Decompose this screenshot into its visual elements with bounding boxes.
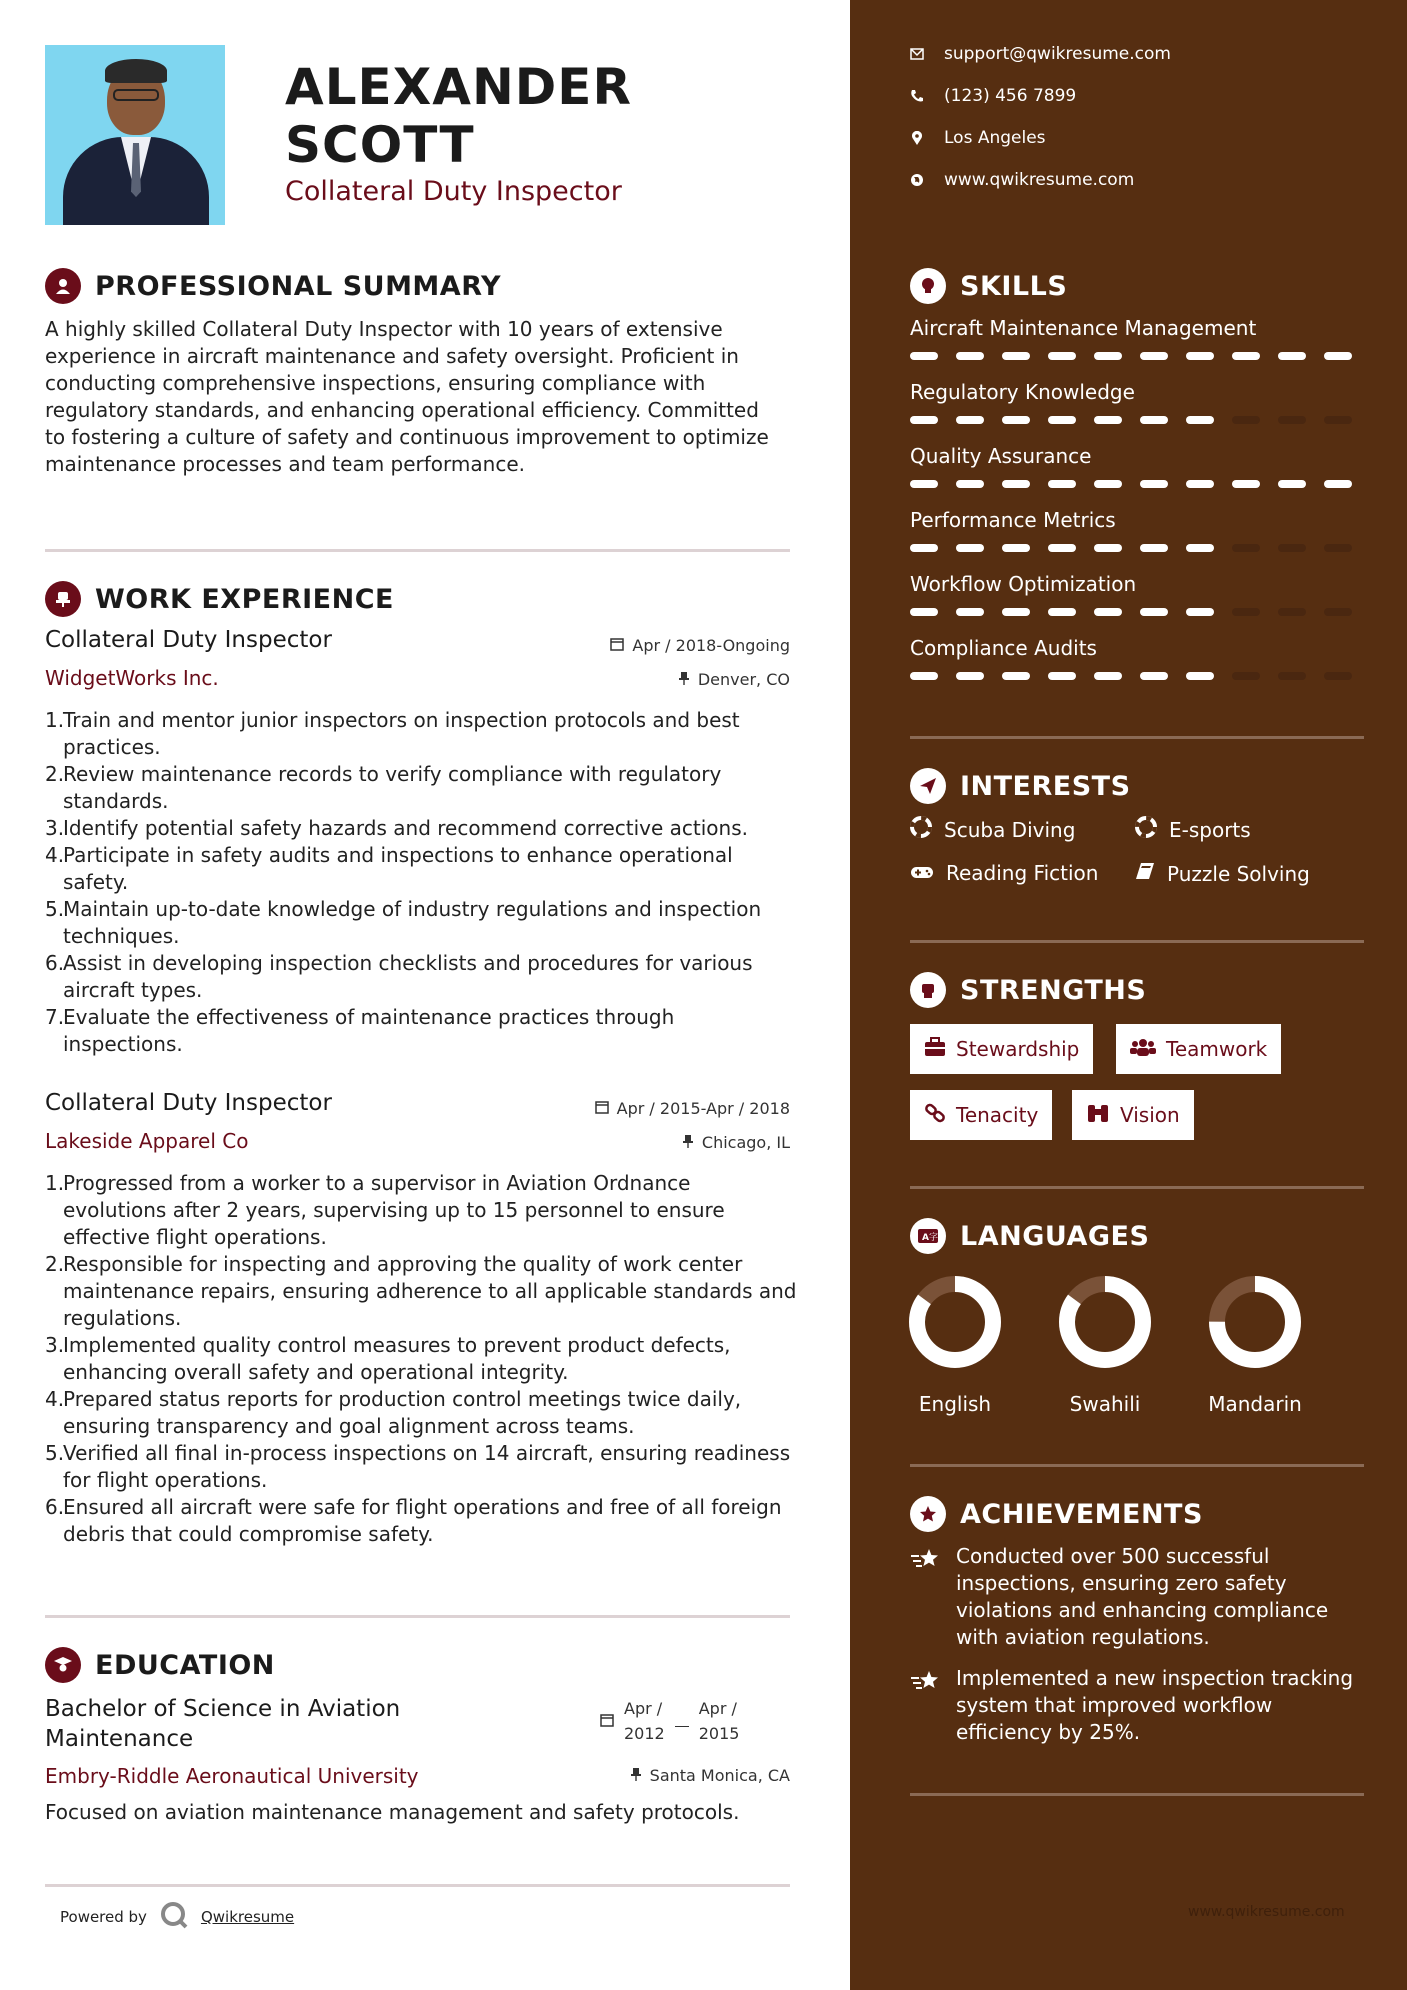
pin-icon bbox=[630, 1766, 642, 1785]
briefcase-icon bbox=[924, 1037, 946, 1062]
job-location: Denver, CO bbox=[678, 670, 790, 689]
phone-icon bbox=[910, 89, 924, 103]
list-item: 3. Implemented quality control measures to prevent product defects, enhancing overall safety and operational integrity. bbox=[45, 1333, 731, 1384]
skill-level-dot bbox=[1186, 352, 1214, 360]
skill-level-dot bbox=[1232, 672, 1260, 680]
languages-heading: A 字 LANGUAGES bbox=[910, 1218, 1149, 1254]
skill-level-bar bbox=[910, 608, 1364, 616]
education-heading: EDUCATION bbox=[45, 1647, 275, 1683]
skill-label: Aircraft Maintenance Management bbox=[910, 316, 1257, 340]
skill-level-dot bbox=[1048, 352, 1076, 360]
svg-text:A: A bbox=[922, 1233, 929, 1243]
lightbulb-icon bbox=[910, 268, 946, 304]
skill-level-dot bbox=[1002, 416, 1030, 424]
skill-level-dot bbox=[1324, 480, 1352, 488]
skill-level-dot bbox=[1140, 672, 1168, 680]
svg-text:字: 字 bbox=[929, 1233, 939, 1243]
list-item: 4. Participate in safety audits and inspections to enhance operational safety. bbox=[45, 843, 733, 894]
skill-level-dot bbox=[1094, 480, 1122, 488]
star-badge-icon bbox=[910, 1496, 946, 1532]
skill-level-dot bbox=[1324, 352, 1352, 360]
strength-chip: Vision bbox=[1072, 1090, 1194, 1140]
skill-level-dot bbox=[910, 416, 938, 424]
contact-email: support@qwikresume.com bbox=[910, 44, 1171, 64]
list-item: 3. Identify potential safety hazards and recommend corrective actions. bbox=[45, 816, 748, 840]
list-item: 5. Maintain up-to-date knowledge of industry regulations and inspection techniques. bbox=[45, 897, 762, 948]
skill-level-dot bbox=[1278, 672, 1306, 680]
contact-phone: (123) 456 7899 bbox=[910, 86, 1076, 106]
skill-level-dot bbox=[1002, 480, 1030, 488]
skill-level-dot bbox=[1324, 544, 1352, 552]
company-name: WidgetWorks Inc. bbox=[45, 666, 219, 690]
skill-level-bar bbox=[910, 544, 1364, 552]
skill-level-dot bbox=[1094, 608, 1122, 616]
experience-heading: WORK EXPERIENCE bbox=[45, 581, 394, 617]
skill-level-dot bbox=[1186, 672, 1214, 680]
skill-level-dot bbox=[1140, 544, 1168, 552]
map-pin-icon bbox=[910, 131, 924, 145]
qwikresume-logo-icon bbox=[159, 1900, 189, 1934]
skill-level-dot bbox=[910, 544, 938, 552]
skill-level-dot bbox=[1048, 608, 1076, 616]
skill-level-dot bbox=[1002, 608, 1030, 616]
skill-level-dot bbox=[1186, 608, 1214, 616]
skill-level-dot bbox=[1186, 544, 1214, 552]
skill-item bbox=[910, 444, 1364, 488]
skill-level-dot bbox=[1048, 480, 1076, 488]
skill-level-dot bbox=[910, 672, 938, 680]
translate-icon bbox=[910, 1218, 946, 1254]
list-item: 6. Assist in developing inspection checklists and procedures for various aircraft types. bbox=[45, 951, 753, 1002]
summary-heading: PROFESSIONAL SUMMARY bbox=[45, 268, 501, 304]
job-duties-list bbox=[45, 707, 797, 1058]
language-proficiency-ring bbox=[1057, 1274, 1153, 1370]
education-description: Focused on aviation maintenance management and safety protocols. bbox=[45, 1800, 740, 1824]
language-proficiency-ring bbox=[1207, 1274, 1303, 1370]
list-item: 7. Evaluate the effectiveness of maintenance practices through inspections. bbox=[45, 1005, 675, 1056]
contact-website: www.qwikresume.com bbox=[910, 170, 1134, 190]
skill-level-dot bbox=[1140, 608, 1168, 616]
skill-level-dot bbox=[1140, 480, 1168, 488]
calendar-icon bbox=[610, 636, 624, 655]
skill-level-bar bbox=[910, 352, 1364, 360]
briefcase-chair-icon bbox=[45, 581, 81, 617]
interests-heading: INTERESTS bbox=[910, 768, 1131, 804]
language-label: Swahili bbox=[1069, 1392, 1141, 1416]
skill-level-dot bbox=[1232, 352, 1260, 360]
skill-level-dot bbox=[1048, 416, 1076, 424]
shooting-star-icon bbox=[910, 1543, 942, 1651]
shooting-star-icon bbox=[910, 1665, 942, 1746]
skill-item bbox=[910, 380, 1364, 424]
strengths-heading: STRENGTHS bbox=[910, 972, 1146, 1008]
globe-icon bbox=[910, 173, 924, 187]
achievements-heading: ACHIEVEMENTS bbox=[910, 1496, 1203, 1532]
language-item bbox=[1195, 1274, 1315, 1416]
list-item: 2. Review maintenance records to verify compliance with regulatory standards. bbox=[45, 762, 722, 813]
skill-level-dot bbox=[956, 352, 984, 360]
contact-location: Los Angeles bbox=[910, 128, 1046, 148]
powered-by-footer: Powered by Qwikresume bbox=[60, 1900, 294, 1934]
job-title: Collateral Duty Inspector bbox=[45, 1090, 332, 1116]
list-item: 4. Prepared status reports for production control meetings twice daily, ensuring transparency and goal alignment across teams. bbox=[45, 1387, 742, 1438]
language-label: English bbox=[918, 1392, 992, 1416]
profile-photo bbox=[45, 45, 225, 225]
calendar-icon bbox=[595, 1099, 609, 1118]
strength-chip: Stewardship bbox=[910, 1024, 1093, 1074]
list-item: 2. Responsible for inspecting and approving the quality of work center maintenance repairs, ensuring adherence to all applicable standards and regulations. bbox=[45, 1252, 797, 1330]
interest-item: Reading Fiction bbox=[910, 861, 1098, 885]
skill-label: Compliance Audits bbox=[910, 636, 1097, 660]
skill-level-dot bbox=[1232, 480, 1260, 488]
divider bbox=[910, 1793, 1364, 1796]
pin-icon bbox=[678, 670, 690, 689]
strength-chip: Teamwork bbox=[1116, 1024, 1281, 1074]
skill-level-dot bbox=[1278, 352, 1306, 360]
skill-level-dot bbox=[956, 544, 984, 552]
job-dates: Apr / 2018-Ongoing bbox=[610, 636, 790, 655]
interest-item: Puzzle Solving bbox=[1135, 861, 1310, 886]
skill-label: Regulatory Knowledge bbox=[910, 380, 1135, 404]
skill-level-dot bbox=[1232, 608, 1260, 616]
skill-level-dot bbox=[910, 608, 938, 616]
language-label: Mandarin bbox=[1208, 1392, 1302, 1416]
company-name: Lakeside Apparel Co bbox=[45, 1129, 249, 1153]
skill-level-dot bbox=[1324, 416, 1352, 424]
skill-level-dot bbox=[1232, 416, 1260, 424]
skill-level-dot bbox=[1278, 608, 1306, 616]
skill-level-dot bbox=[1186, 416, 1214, 424]
sidebar-column bbox=[850, 0, 1407, 1990]
skills-heading: SKILLS bbox=[910, 268, 1067, 304]
skill-item bbox=[910, 636, 1364, 680]
skill-item bbox=[910, 316, 1364, 360]
lifebuoy-icon bbox=[1135, 816, 1157, 843]
divider bbox=[910, 940, 1364, 943]
skill-level-bar bbox=[910, 672, 1364, 680]
skill-level-dot bbox=[1324, 672, 1352, 680]
divider bbox=[910, 736, 1364, 739]
interest-item: E-sports bbox=[1135, 816, 1251, 843]
envelope-icon bbox=[910, 47, 924, 61]
skill-level-dot bbox=[910, 352, 938, 360]
skill-level-dot bbox=[1094, 672, 1122, 680]
language-proficiency-ring bbox=[907, 1274, 1003, 1370]
job-title: Collateral Duty Inspector bbox=[45, 627, 332, 653]
skill-level-dot bbox=[1186, 480, 1214, 488]
summary-text: A highly skilled Collateral Duty Inspector with 10 years of extensive experience in aircraft maintenance and safety oversight. Proficient in conducting comprehensive inspections, ensuring compliance with regulatory standards, and enhancing operational efficiency. Committed to fostering a culture of safety and continuous improvement to optimize maintenance processes and team performance. bbox=[45, 317, 769, 476]
skill-level-dot bbox=[1324, 608, 1352, 616]
skill-level-dot bbox=[1140, 352, 1168, 360]
divider bbox=[910, 1186, 1364, 1189]
user-icon bbox=[45, 268, 81, 304]
skill-level-dot bbox=[1002, 352, 1030, 360]
job-dates: Apr / 2015-Apr / 2018 bbox=[595, 1099, 790, 1118]
divider bbox=[45, 1884, 790, 1887]
skill-level-dot bbox=[1048, 544, 1076, 552]
skill-level-dot bbox=[1278, 544, 1306, 552]
divider bbox=[45, 1615, 790, 1618]
skill-label: Workflow Optimization bbox=[910, 572, 1137, 596]
interest-item: Scuba Diving bbox=[910, 816, 1075, 843]
skill-level-dot bbox=[1140, 416, 1168, 424]
skill-label: Quality Assurance bbox=[910, 444, 1092, 468]
binoculars-icon bbox=[1086, 1103, 1110, 1128]
fist-icon bbox=[910, 972, 946, 1008]
divider bbox=[45, 549, 790, 552]
skill-level-dot bbox=[1278, 416, 1306, 424]
skill-level-dot bbox=[1278, 480, 1306, 488]
lifebuoy-icon bbox=[910, 816, 932, 843]
gamepad-icon bbox=[910, 861, 934, 885]
graduate-icon bbox=[45, 1647, 81, 1683]
job-duties-list bbox=[45, 1170, 797, 1548]
skill-level-bar bbox=[910, 480, 1364, 488]
skill-item bbox=[910, 508, 1364, 552]
job-location: Chicago, IL bbox=[682, 1133, 790, 1152]
skill-level-dot bbox=[1094, 544, 1122, 552]
paper-plane-icon bbox=[910, 768, 946, 804]
skill-level-dot bbox=[910, 480, 938, 488]
book-icon bbox=[1135, 861, 1155, 886]
skill-level-dot bbox=[1002, 544, 1030, 552]
degree-title: Bachelor of Science in Aviation Maintenance bbox=[45, 1696, 401, 1752]
skill-level-dot bbox=[1094, 416, 1122, 424]
skill-level-dot bbox=[1002, 672, 1030, 680]
pin-icon bbox=[682, 1133, 694, 1152]
skill-level-dot bbox=[1232, 544, 1260, 552]
strength-chip: Tenacity bbox=[910, 1090, 1052, 1140]
skill-level-dot bbox=[956, 608, 984, 616]
calendar-icon bbox=[600, 1712, 614, 1731]
candidate-job-title: Collateral Duty Inspector bbox=[285, 176, 622, 207]
skill-item bbox=[910, 572, 1364, 616]
skill-label: Performance Metrics bbox=[910, 508, 1116, 532]
list-item: 6. Ensured all aircraft were safe for flight operations and free of all foreign debris that could compromise safety. bbox=[45, 1495, 782, 1546]
watermark: www.qwikresume.com bbox=[1188, 1904, 1345, 1920]
skill-level-dot bbox=[956, 416, 984, 424]
achievement-item: Conducted over 500 successful inspections, ensuring zero safety violations and enhancing compliance with aviation regulations. bbox=[910, 1543, 1370, 1651]
divider bbox=[910, 1464, 1364, 1467]
link-icon bbox=[924, 1102, 946, 1129]
achievement-item: Implemented a new inspection tracking system that improved workflow efficiency by 25%. bbox=[910, 1665, 1370, 1746]
language-item bbox=[1045, 1274, 1165, 1416]
list-item: 1. Progressed from a worker to a supervisor in Aviation Ordnance evolutions after 2 years, supervising up to 15 personnel to ensure effective flight operations. bbox=[45, 1171, 725, 1249]
skill-level-dot bbox=[1094, 352, 1122, 360]
school-name: Embry-Riddle Aeronautical University bbox=[45, 1764, 419, 1788]
candidate-name: ALEXANDER SCOTT bbox=[285, 58, 632, 174]
language-item bbox=[895, 1274, 1015, 1416]
skill-level-bar bbox=[910, 416, 1364, 424]
qwikresume-link[interactable]: Qwikresume bbox=[200, 1908, 295, 1926]
users-icon bbox=[1130, 1037, 1156, 1062]
skill-level-dot bbox=[1048, 672, 1076, 680]
list-item: 5. Verified all final in-process inspections on 14 aircraft, ensuring readiness for flight operations. bbox=[45, 1441, 791, 1492]
skill-level-dot bbox=[956, 672, 984, 680]
skill-level-dot bbox=[956, 480, 984, 488]
education-dates: Apr / 2012 Apr / 2015 bbox=[600, 1696, 739, 1746]
education-location: Santa Monica, CA bbox=[630, 1766, 790, 1785]
list-item: 1. Train and mentor junior inspectors on inspection protocols and best practices. bbox=[45, 708, 740, 759]
